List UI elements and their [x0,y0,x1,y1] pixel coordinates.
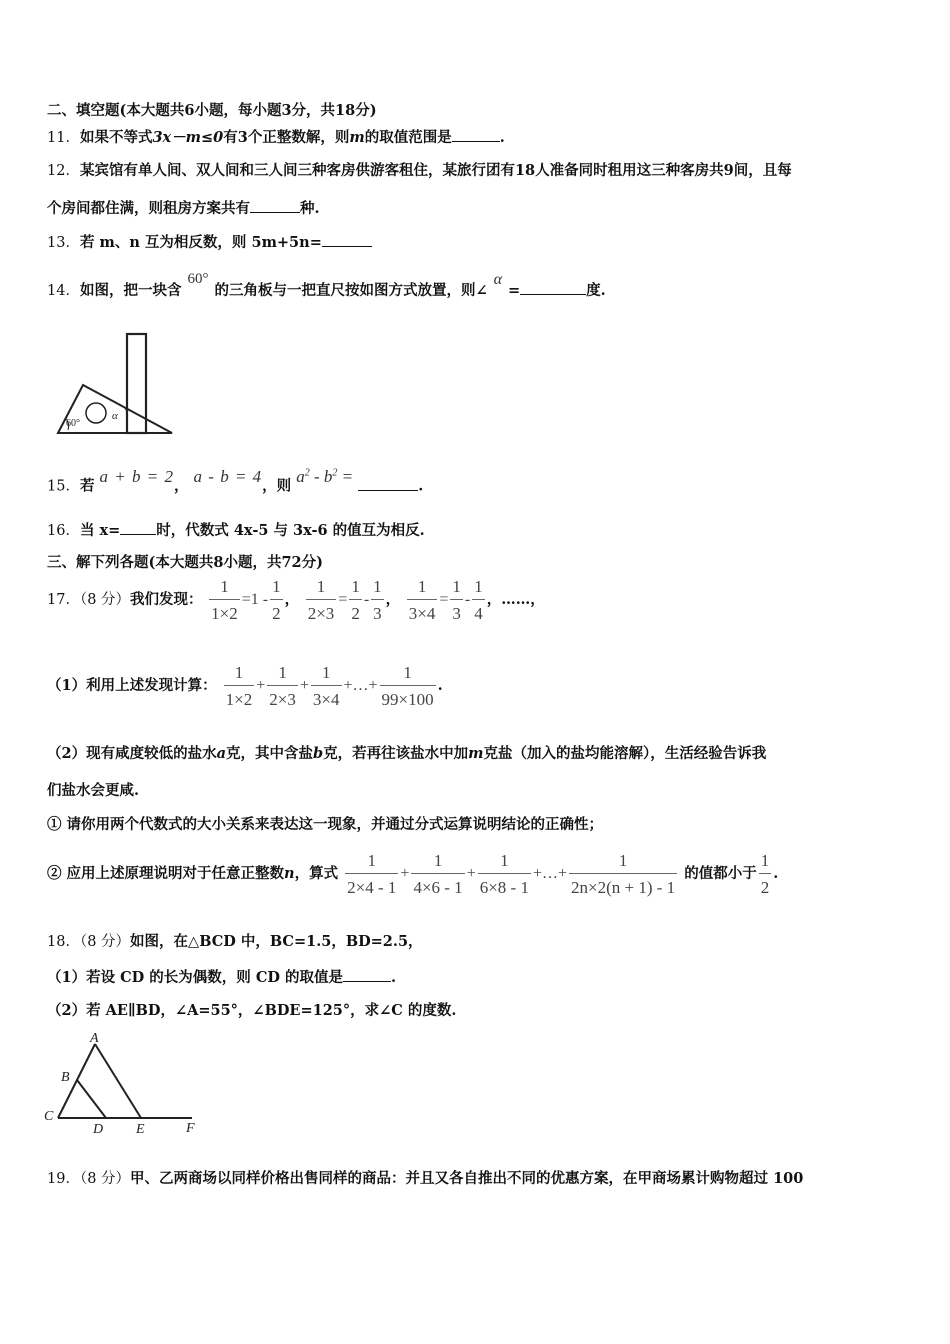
question-12-line-1 [47,161,792,181]
q13-text: 若 m、n 互为相反数，则 5m+5n= [79,234,322,251]
question-18-part-1 [47,967,396,988]
q17-comma-2: ， [385,591,401,608]
question-12-line-2 [47,198,320,219]
q14-text-b: 的三角板与一把直尺按如图方式放置，则∠ [214,282,488,299]
q19-number: 19． [47,1171,80,1187]
q14-text-c: = [508,282,521,299]
q17-p2-line1b: 克，其中含盐 [226,745,313,762]
q17-dots: ，……， [486,591,545,608]
q17-sum-plus-1: + [256,677,266,694]
q17-c2-plus-2: + [466,865,476,882]
q11-end: . [499,129,505,146]
q17-frac-a3: $\frac{1}{3}$ [452,577,461,623]
q15-sep: ， [173,477,189,495]
label-f: F [186,1121,195,1136]
q16-text-a: 当 x= [79,522,121,539]
section-2-title: 二、填空题(本大题共6小题，每小题3分，共18分) [47,102,377,119]
q15-eq1: a + b = 2 [99,466,174,486]
q17-number: 17． [47,592,80,608]
q11-expr: 3x－m≤0 [152,129,224,146]
q17-c2-n: n [284,865,295,882]
q17-c2-plusdots: +…+ [532,865,568,882]
label-b: B [61,1070,70,1085]
question-14 [47,271,606,301]
q17-minus-2: - [363,591,370,608]
q17-c2-frac-2x4: $\frac{1}{2\times 4 - 1}$ [347,851,397,897]
q17-frac-b3: $\frac{1}{4}$ [474,577,483,623]
q17-c2-frac-half: $\frac{1}{2}$ [760,851,770,897]
q17-frac-a2: $\frac{1}{2}$ [351,577,360,623]
q14-text-d: 度. [586,282,606,299]
question-15 [47,466,424,497]
question-17-part-2-line-1 [47,744,766,764]
q12-line2a: 个房间都住满，则租房方案共有 [47,200,250,217]
q15-sq-b: 2 [332,467,338,478]
q15-eq3-b: - b [313,466,333,486]
q11-number: 11． [47,130,80,146]
q18-p1-end: . [391,969,397,986]
q17-p2-line1c: 克，若再往该盐水中加 [323,745,469,762]
q17-frac-1-over-2x3: $\frac{1}{2\times 3}$ [307,577,335,623]
q17-score: （8 分） [79,592,131,608]
question-17-c2 [47,852,778,896]
q15-eq3-a: a [296,466,305,486]
label-e: E [136,1122,145,1136]
q17-p2-b: b [313,745,324,762]
q17-p2-line2: 们盐水会更咸. [47,782,140,799]
question-17-intro [47,578,545,622]
q11-text-a: 如果不等式 [79,129,153,146]
q18-figure-triangle [40,1028,210,1136]
q13-number: 13． [47,235,80,251]
q15-text-b: ，则 [262,477,292,495]
q18-text: 如图，在△BCD 中，BC=1.5，BD=2.5， [130,933,423,950]
q11-text-c: 的取值范围是 [364,129,452,146]
q17-eq2: = [338,591,348,608]
question-18 [47,932,423,952]
q17-sum-frac-99x100: $\frac{1}{99\times 100}$ [381,663,434,709]
q17-eq3: = [439,591,449,608]
q17-c2-c: 的值都小于 [684,865,757,882]
q14-text-a: 如图，把一块含 [79,282,182,299]
q15-eq3-c: = [337,466,354,486]
line-ae [95,1044,141,1118]
q17-c2-frac-6x8: $\frac{1}{6\times 8 - 1}$ [479,851,529,897]
q17-c2-a: ② 应用上述原理说明对于任意正整数 [47,865,285,882]
q16-number: 16． [47,523,80,539]
q17-sum-period: . [437,677,443,694]
q18-p2: （2）若 AE∥BD，∠A=55°，∠BDE=125°，求∠C 的度数. [47,1002,457,1019]
q17-sum-frac-2x3: $\frac{1}{2\times 3}$ [269,663,296,709]
q18-answer-blank[interactable] [343,967,391,982]
q15-eq3 [296,467,353,486]
q17-frac-b2: $\frac{1}{3}$ [373,577,382,623]
q17-intro: 我们发现： [130,591,203,608]
label-d: D [93,1122,104,1136]
q14-number: 14． [47,283,80,299]
label-a: A [90,1031,99,1046]
q17-c2-frac-general: $\frac{1}{2n\times 2(n + 1) - 1}$ [571,851,676,897]
q17-p1-label: （1）利用上述发现计算： [47,677,217,694]
question-13 [47,232,372,253]
fig-label-60: 60° [66,418,80,429]
triangle-hole [86,403,106,423]
question-11 [47,127,505,148]
question-19 [47,1169,803,1189]
label-c: C [44,1109,54,1124]
q17-eq1: =1 - [241,591,269,608]
q15-eq2: a - b = 4 [193,466,263,486]
q12-line2b: 种. [300,200,320,217]
q16-answer-blank[interactable] [120,520,156,535]
q17-c2-b: ，算式 [294,865,339,882]
q17-comma-1: ， [284,591,300,608]
q17-c2-end: . [773,865,779,882]
q19-score: （8 分） [79,1171,131,1187]
q15-end: . [418,477,424,495]
q18-number: 18． [47,934,80,950]
q17-c2-plus-1: + [400,865,410,882]
q13-answer-blank[interactable] [322,232,372,247]
q17-p2-line1d: 克盐（加入的盐均能溶解），生活经验告诉我 [483,745,767,762]
q18-score: （8 分） [79,934,131,950]
q14-alpha: α [493,271,503,288]
q15-text-a: 若 [79,477,95,495]
question-16 [47,520,425,541]
question-17-part-1 [47,664,443,708]
q17-frac-1-over-1x2: $\frac{1}{1\times 2}$ [211,577,238,623]
q11-text-b: 有3个正整数解，则 [223,129,350,146]
fig-label-alpha: α [112,410,118,422]
q11-var: m [349,129,365,146]
q15-answer-blank[interactable] [358,476,418,491]
q17-sum-frac-3x4: $\frac{1}{3\times 4}$ [312,663,340,709]
q17-frac-1-over-3x4: $\frac{1}{3\times 4}$ [408,577,436,623]
q17-minus-3: - [464,591,471,608]
q15-sq-a: 2 [304,467,310,478]
q15-number: 15． [47,478,80,495]
q16-text-b: 时，代数式 4x-5 与 3x-6 的值互为相反. [156,522,425,539]
q11-answer-blank[interactable] [452,127,500,142]
q17-p2-m: m [468,745,484,762]
q12-answer-blank[interactable] [250,198,300,213]
q14-figure-triangle-ruler [50,330,180,440]
q17-c1: ① 请你用两个代数式的大小关系来表达这一现象，并通过分式运算说明结论的正确性； [47,816,604,833]
q19-text: 甲、乙两商场以同样价格出售同样的商品：并且又各自推出不同的优惠方案，在甲商场累计购物超过 100 [130,1170,804,1187]
line-bd [77,1080,106,1118]
q17-sum-frac-1x2: $\frac{1}{1\times 2}$ [225,663,253,709]
q17-sum-plus-2: + [299,677,309,694]
q17-frac-half: $\frac{1}{2}$ [272,577,281,623]
q12-line1: 某宾馆有单人间、双人间和三人间三种客房供游客租住，某旅行团有18人准备同时租用这三种客房共9间，且每 [79,162,792,179]
q17-c2-frac-4x6: $\frac{1}{4\times 6 - 1}$ [413,851,463,897]
section-3-title: 三、解下列各题(本大题共8小题，共72分) [47,554,323,571]
q14-angle: 60° [187,271,209,287]
q18-p1: （1）若设 CD 的长为偶数，则 CD 的取值是 [47,969,344,986]
q12-number: 12． [47,163,80,179]
q17-sum-plusdots: +…+ [343,677,378,694]
q17-p2-line1a: （2）现有咸度较低的盐水 [47,745,217,762]
q14-answer-blank[interactable] [520,280,586,295]
q17-p2-a: a [216,745,226,762]
